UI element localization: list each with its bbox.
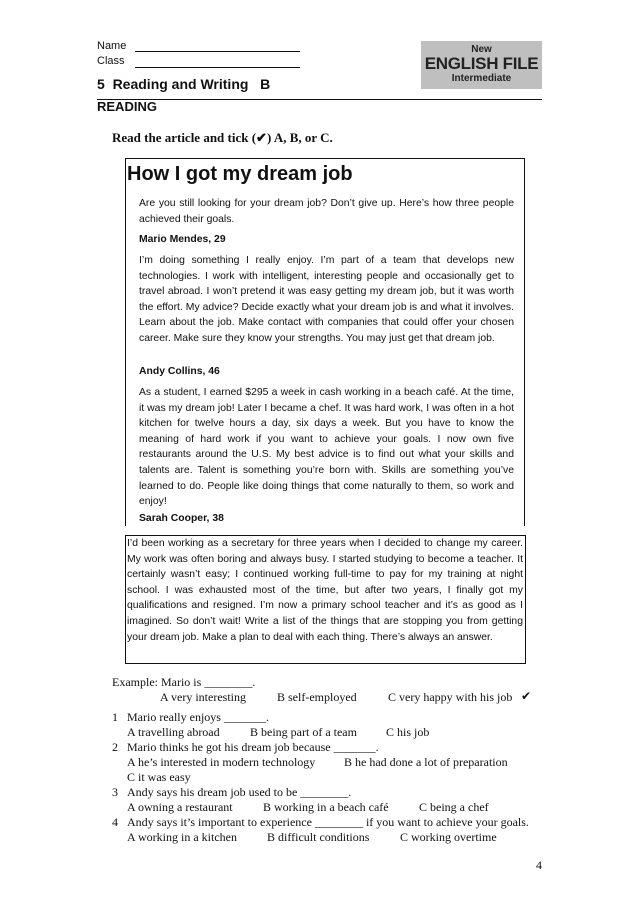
article-frame-top xyxy=(125,158,525,159)
header-divider xyxy=(97,99,542,100)
article-frame-right xyxy=(524,158,525,526)
english-file-logo xyxy=(421,41,542,89)
q2-option-a[interactable]: A he’s interested in modern technology xyxy=(127,755,316,769)
question-stem: Mario thinks he got his dream job because _______. xyxy=(127,740,379,754)
unit-title: 5 Reading and Writing B xyxy=(97,76,271,92)
person-text-sarah: I’d been working as a secretary for three years when I decided to change my career. My work was often boring and always busy. I started studying to become a teacher. It certainly wasn’t easy; I continued working full-time to pay for my training at night school. I was exhausted most of the time, but after two years, I finally got my qualifications and resigned. I’m now a primary school teacher and it’s as good as I imagined. So don’t wait! Write a list of the things that are stopping you from getting your dream job. Make a plan to deal with each thing. There’s always an answer. xyxy=(127,538,523,643)
example-option-a[interactable]: A very interesting xyxy=(160,690,246,704)
person-text-andy: As a student, I earned $295 a week in cash working in a beach café. At the time, it was my dream job! Later I became a chef. It was hard work, I was often in a hot kitchen for twelve hours a day, six days a week. But you have to know the meaning of hard work if you want to achieve your goals. I now own five restaurants around the U.S. My best advice is to find out what your skills and talents are. Talent is something you’re born with. Skills are something you’ve learned to do. People like doing things that come naturally to them, so work and enjoy! xyxy=(139,387,514,508)
q2-option-c[interactable]: C it was easy xyxy=(127,770,191,784)
person-name-mario: Mario Mendes, 29 xyxy=(139,234,226,245)
example-option-c[interactable]: C very happy with his job xyxy=(388,690,513,704)
q3-option-c[interactable]: C being a chef xyxy=(419,800,489,814)
check-icon: ✔ xyxy=(521,689,532,703)
q2-option-b[interactable]: B he had done a lot of preparation xyxy=(344,755,508,769)
question-stem: Andy says it’s important to experience ________ if you want to achieve your goals. xyxy=(127,815,529,829)
person-name-sarah: Sarah Cooper, 38 xyxy=(139,513,224,524)
name-field-line[interactable] xyxy=(135,51,300,52)
q4-option-c[interactable]: C working overtime xyxy=(400,830,497,844)
question-number: 4 xyxy=(112,815,118,829)
section-heading: READING xyxy=(97,99,157,114)
question-number: 2 xyxy=(112,740,118,754)
logo-line2: ENGLISH FILE xyxy=(424,54,539,73)
person-text-mario: I’m doing something I really enjoy. I’m part of a team that develops new technologies. I work with intelligent, interesting people and occasionally get to travel abroad. I won’t pretend it was easy getting my dream job, but it was worth the effort. My advice? Decide exactly what your dream job is and what it involves. Learn about the job. Make contact with companies that could offer your chosen career. Make sure they know your strengths. You may just get that dream job. xyxy=(139,255,514,344)
question-stem: Mario really enjoys _______. xyxy=(127,710,269,724)
class-label: Class xyxy=(97,55,125,67)
person-name-andy: Andy Collins, 46 xyxy=(139,366,220,377)
q3-option-a[interactable]: A owning a restaurant xyxy=(127,800,233,814)
logo-line1: New xyxy=(471,44,492,55)
q1-option-a[interactable]: A travelling abroad xyxy=(127,725,220,739)
article-frame-left xyxy=(125,158,126,526)
q4-option-a[interactable]: A working in a kitchen xyxy=(127,830,237,844)
class-field-line[interactable] xyxy=(135,67,300,68)
question-number: 3 xyxy=(112,785,118,799)
q4-option-b[interactable]: B difficult conditions xyxy=(267,830,370,844)
question-number: 1 xyxy=(112,710,118,724)
question-stem: Andy says his dream job used to be ________. xyxy=(127,785,352,799)
logo-line3: Intermediate xyxy=(451,73,512,84)
name-label: Name xyxy=(97,40,127,52)
article-intro: Are you still looking for your dream job? Don’t give up. Here’s how three people achieved their goals. xyxy=(139,198,514,225)
q1-option-c[interactable]: C his job xyxy=(386,725,430,739)
article-title: How I got my dream job xyxy=(127,163,353,185)
instruction: Read the article and tick (✔) A, B, or C. xyxy=(112,130,333,145)
q3-option-b[interactable]: B working in a beach café xyxy=(263,800,389,814)
page-number: 4 xyxy=(536,858,542,872)
q1-option-b[interactable]: B being part of a team xyxy=(250,725,357,739)
example-option-b[interactable]: B self-employed xyxy=(277,690,357,704)
example-stem: Example: Mario is ________. xyxy=(112,675,256,689)
